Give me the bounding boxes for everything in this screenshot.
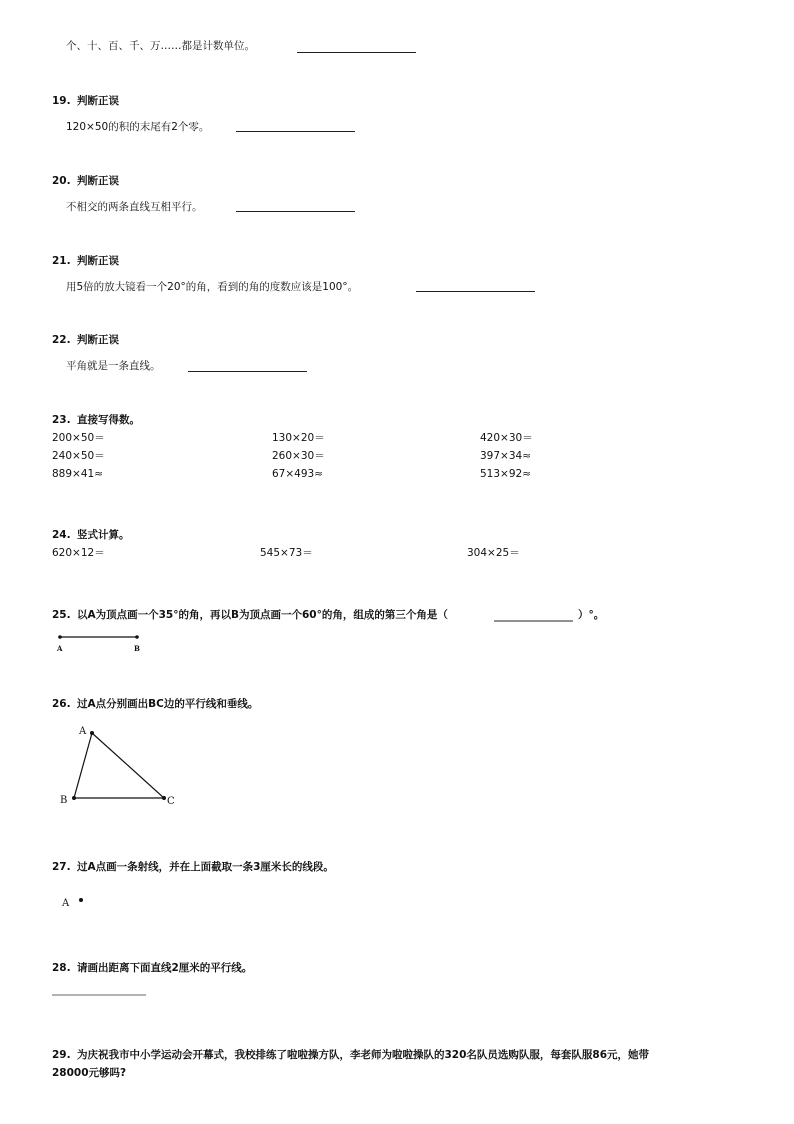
q25-point-b-label: B [134,644,140,653]
q25-point-a-label: A [57,644,63,653]
q18-statement: 个、十、百、千、万……都是计数单位。 [66,40,255,52]
q26-vertex-b-label: B [60,795,68,806]
q27-point-a-label: A [62,898,70,909]
q25-point-b [135,635,139,639]
q23-item: 420×30＝ [480,432,533,444]
q26-vertex-a-label: A [79,726,87,737]
q23-item: 260×30＝ [272,450,325,462]
q20-number: 20. [52,175,71,187]
q23-item: 67×493≈ [272,468,323,480]
q25-close-paren: ）°。 [578,609,605,621]
q20-title: 判断正误 [77,175,119,187]
q24-item: 304×25＝ [467,547,520,559]
q26-vertex-c-label: C [167,796,175,807]
q22-number: 22. [52,334,71,346]
q23-item: 513×92≈ [480,468,531,480]
q29-line-2: 28000元够吗? [52,1067,127,1079]
q29-line-1: 为庆祝我市中小学运动会开幕式，我校排练了啦啦操方队，李老师为啦啦操队的320名队员选购队服，每套队服86元，她带 [77,1049,650,1061]
q21-statement: 用5倍的放大镜看一个20°的角，看到的角的度数应该是100°。 [66,281,359,293]
q24-item: 545×73＝ [260,547,313,559]
q27-point-a [79,898,83,902]
q26-vertex-a [90,731,94,735]
q23-item: 889×41≈ [52,468,103,480]
q25-title: 以A为顶点画一个35°的角，再以B为顶点画一个60°的角，组成的第三个角是（ [77,609,448,621]
q26-vertex-c [162,796,166,800]
q29-number: 29. [52,1049,71,1061]
q19-title: 判断正误 [77,95,119,107]
q23-item: 200×50＝ [52,432,105,444]
q26-vertex-b [72,796,76,800]
q22-title: 判断正误 [77,334,119,346]
q23-item: 240×50＝ [52,450,105,462]
q26-title: 过A点分别画出BC边的平行线和垂线。 [77,698,259,710]
q28-number: 28. [52,962,71,974]
q28-title: 请画出距离下面直线2厘米的平行线。 [77,962,253,974]
q26-triangle-abc [74,733,164,798]
q21-number: 21. [52,255,71,267]
q19-statement: 120×50的积的末尾有2个零。 [66,121,210,133]
q23-title: 直接写得数。 [77,414,140,426]
q23-number: 23. [52,414,71,426]
q25-number: 25. [52,609,71,621]
q24-item: 620×12＝ [52,547,105,559]
q21-title: 判断正误 [77,255,119,267]
q19-number: 19. [52,95,71,107]
q23-item: 397×34≈ [480,450,531,462]
q27-number: 27. [52,861,71,873]
q27-title: 过A点画一条射线，并在上面截取一条3厘米长的线段。 [77,861,334,873]
q22-statement: 平角就是一条直线。 [66,360,161,372]
q25-point-a [58,635,62,639]
q20-statement: 不相交的两条直线互相平行。 [66,201,203,213]
q26-number: 26. [52,698,71,710]
q24-number: 24. [52,529,71,541]
q23-item: 130×20＝ [272,432,325,444]
q24-title: 竖式计算。 [77,529,130,541]
